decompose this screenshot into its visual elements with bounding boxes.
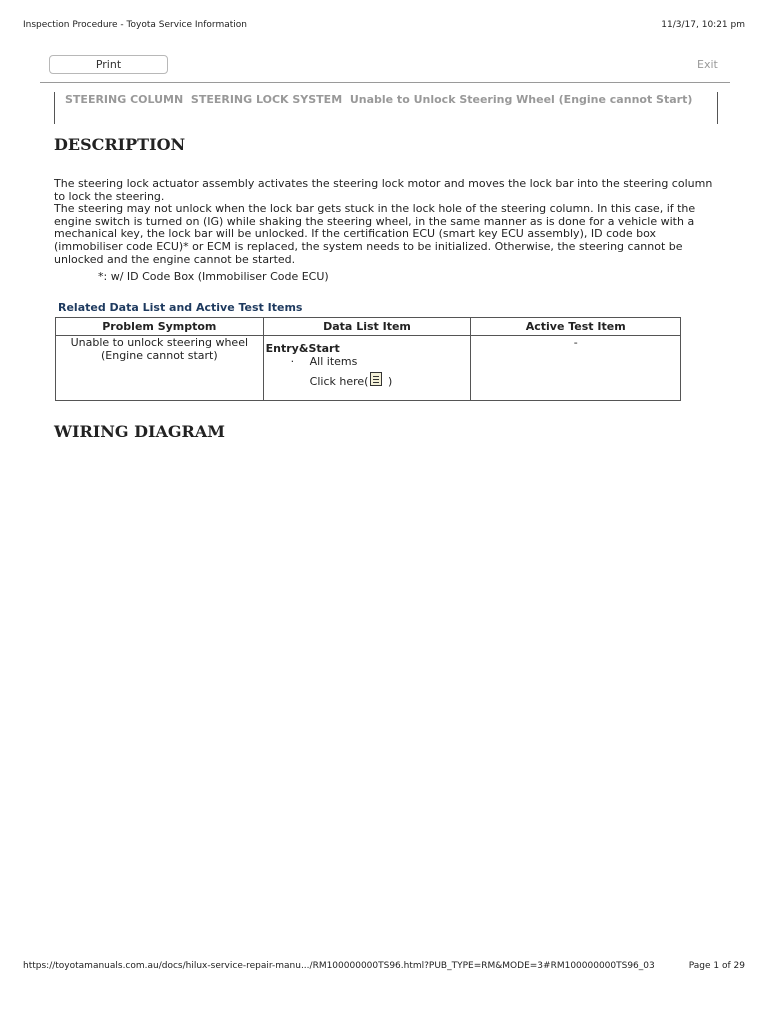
header-data-list-item: Data List Item <box>263 318 471 336</box>
description-footnote: *: w/ ID Code Box (Immobiliser Code ECU) <box>98 270 329 283</box>
breadcrumb-text <box>55 92 717 107</box>
breadcrumb-steering-lock-system: STEERING LOCK SYSTEM <box>190 93 343 106</box>
data-list-item-cell <box>263 336 471 401</box>
bullet-dot: · <box>290 355 295 368</box>
description-body <box>54 178 724 266</box>
description-heading: DESCRIPTION <box>54 135 186 154</box>
click-here-text[interactable]: Click here( <box>309 375 369 388</box>
header-divider <box>40 82 730 83</box>
active-test-item-cell: - <box>471 336 681 401</box>
breadcrumb-steering-column: STEERING COLUMN <box>65 93 184 106</box>
data-list-bullet-item <box>266 355 471 368</box>
related-data-title: Related Data List and Active Test Items <box>58 301 303 314</box>
print-datetime: 11/3/17, 10:21 pm <box>661 20 745 30</box>
breadcrumb-procedure: Unable to Unlock Steering Wheel (Engine cannot Start) <box>349 93 693 106</box>
footer-url: https://toyotamanuals.com.au/docs/hilux-service-repair-manu.../RM100000000TS96.html?PUB_TYPE=RM&MODE=3#RM100000000TS96_03 <box>23 961 655 971</box>
document-icon[interactable] <box>370 372 382 386</box>
click-here-link[interactable] <box>266 368 471 388</box>
table-row <box>56 336 681 401</box>
click-here-close: ) <box>384 375 393 388</box>
description-paragraph-1: The steering lock actuator assembly activates the steering lock motor and moves the lock bar into the steering column to lock the steering. <box>54 177 713 203</box>
symptom-line-2: (Engine cannot start) <box>100 349 218 362</box>
description-paragraph-2: The steering may not unlock when the lock bar gets stuck in the lock hole of the steering column. In this case, if the engine switch is turned on (IG) while shaking the steering wheel, in the same manner as is done for a vehicle with a mechanical key, the lock bar will be unlocked. If the certification ECU (smart key ECU assembly), ID code box (immobiliser code ECU)* or ECM is replaced, the system needs to be initialized. Otherwise, the steering cannot be unlocked and the engine cannot be started. <box>54 202 696 266</box>
related-data-table <box>55 317 681 401</box>
document-title: Inspection Procedure - Toyota Service Information <box>23 20 247 30</box>
exit-link[interactable]: Exit <box>697 58 718 71</box>
problem-symptom-cell <box>56 336 264 401</box>
header-active-test-item: Active Test Item <box>471 318 681 336</box>
wiring-diagram-heading: WIRING DIAGRAM <box>54 422 225 441</box>
header-problem-symptom: Problem Symptom <box>56 318 264 336</box>
print-button[interactable]: Print <box>49 55 168 74</box>
table-header-row <box>56 318 681 336</box>
data-list-item-text: All items <box>309 355 358 368</box>
symptom-line-1: Unable to unlock steering wheel <box>70 336 249 349</box>
breadcrumb <box>54 92 718 124</box>
data-list-group: Entry&Start <box>265 342 340 355</box>
footer-page-number: Page 1 of 29 <box>688 961 745 971</box>
